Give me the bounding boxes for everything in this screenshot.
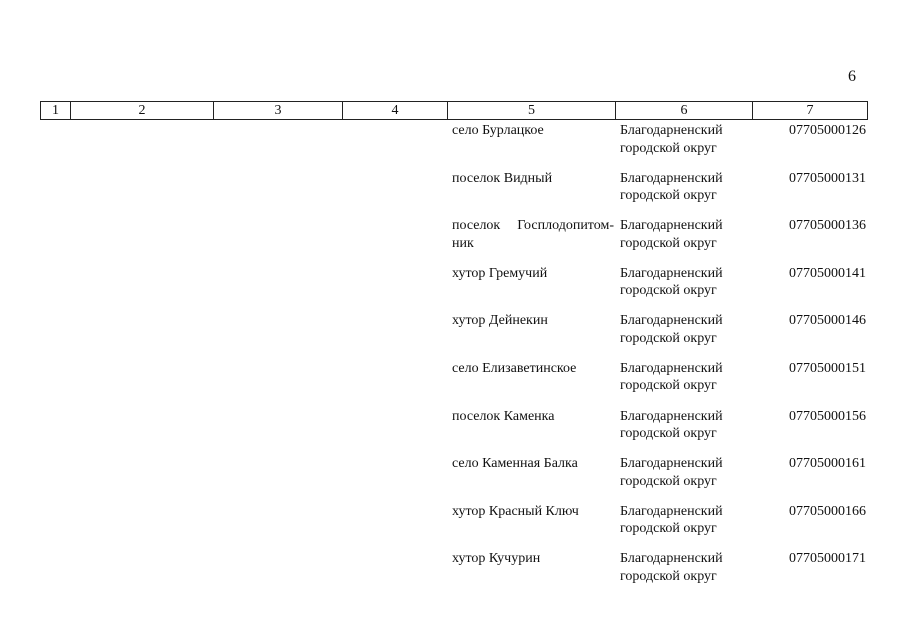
column-number-5: 5 <box>448 102 616 120</box>
table-row <box>0 452 904 500</box>
district-name-line: Благодарненский <box>620 408 723 424</box>
district-name-line: Благодарненский <box>620 123 723 138</box>
settlement-name <box>452 408 616 426</box>
settlement-name <box>452 170 616 188</box>
district-name-line: Благодарненский <box>620 456 723 472</box>
district-name <box>620 217 752 252</box>
table-row <box>0 405 904 453</box>
settlement-name <box>452 550 616 568</box>
column-number-1: 1 <box>41 102 71 120</box>
table-row <box>0 547 904 595</box>
district-name <box>620 122 752 157</box>
settlement-name <box>452 122 616 140</box>
district-name <box>620 265 752 300</box>
settlement-name-line: ник <box>452 235 474 251</box>
district-name-line: городской округ <box>620 473 717 489</box>
table-row <box>0 119 904 167</box>
settlement-name-line: хутор Гремучий <box>452 265 548 281</box>
district-name-line: городской округ <box>620 378 717 394</box>
settlement-name <box>452 455 616 473</box>
district-name <box>620 312 752 347</box>
settlement-name <box>452 503 616 521</box>
district-name <box>620 455 752 490</box>
page-number: 6 <box>848 68 856 85</box>
district-name-line: городской округ <box>620 330 717 346</box>
okato-code: 07705000146 <box>789 313 866 329</box>
district-name-line: городской округ <box>620 426 717 442</box>
district-name-line: городской округ <box>620 188 717 204</box>
okato-code: 07705000151 <box>789 360 866 376</box>
settlement-name <box>452 312 616 330</box>
district-name <box>620 360 752 395</box>
district-name-line: Благодарненский <box>620 265 723 281</box>
settlement-name-line: село Елизаветинское <box>452 360 577 376</box>
settlement-name-line: хутор Кучурин <box>452 551 541 567</box>
district-name-line: Благодарненский <box>620 313 723 329</box>
district-name-line: городской округ <box>620 235 717 251</box>
okato-code: 07705000156 <box>789 408 866 424</box>
table-row <box>0 167 904 215</box>
district-name <box>620 408 752 443</box>
district-name-line: Благодарненский <box>620 551 723 567</box>
settlement-name-line: хутор Красный Ключ <box>452 503 579 519</box>
table-row <box>0 500 904 548</box>
settlement-name <box>452 360 616 378</box>
column-number-6: 6 <box>616 102 753 120</box>
district-name-line: Благодарненский <box>620 360 723 376</box>
district-name <box>620 550 752 585</box>
settlement-name-line: поселок Госплодопитом- <box>452 218 614 234</box>
column-number-header <box>40 101 868 120</box>
table-row <box>0 214 904 262</box>
settlement-name-line: село Бурлацкое <box>452 123 544 138</box>
district-name-line: городской округ <box>620 521 717 537</box>
column-number-7: 7 <box>753 102 868 120</box>
okato-code: 07705000126 <box>789 123 866 138</box>
okato-code: 07705000141 <box>789 265 866 281</box>
table-row <box>0 309 904 357</box>
column-number-4: 4 <box>343 102 448 120</box>
settlement-name-line: поселок Видный <box>452 170 553 186</box>
district-name <box>620 503 752 538</box>
settlement-name-line: поселок Каменка <box>452 408 555 424</box>
settlement-name <box>452 265 616 283</box>
district-name-line: городской округ <box>620 140 717 156</box>
settlement-name-line: хутор Дейнекин <box>452 313 548 329</box>
district-name-line: Благодарненский <box>620 503 723 519</box>
okato-code: 07705000161 <box>789 456 866 472</box>
district-name-line: Благодарненский <box>620 170 723 186</box>
okato-code: 07705000171 <box>789 551 866 567</box>
table-row <box>0 357 904 405</box>
column-number-3: 3 <box>214 102 343 120</box>
column-number-2: 2 <box>71 102 214 120</box>
district-name-line: Благодарненский <box>620 218 723 234</box>
settlement-list <box>0 119 904 595</box>
district-name-line: городской округ <box>620 283 717 299</box>
district-name <box>620 170 752 205</box>
okato-code: 07705000166 <box>789 503 866 519</box>
settlement-name <box>452 217 616 252</box>
district-name-line: городской округ <box>620 568 717 584</box>
okato-code: 07705000131 <box>789 170 866 186</box>
table-row <box>0 262 904 310</box>
header-row <box>41 102 868 120</box>
okato-code: 07705000136 <box>789 218 866 234</box>
settlement-name-line: село Каменная Балка <box>452 456 578 472</box>
